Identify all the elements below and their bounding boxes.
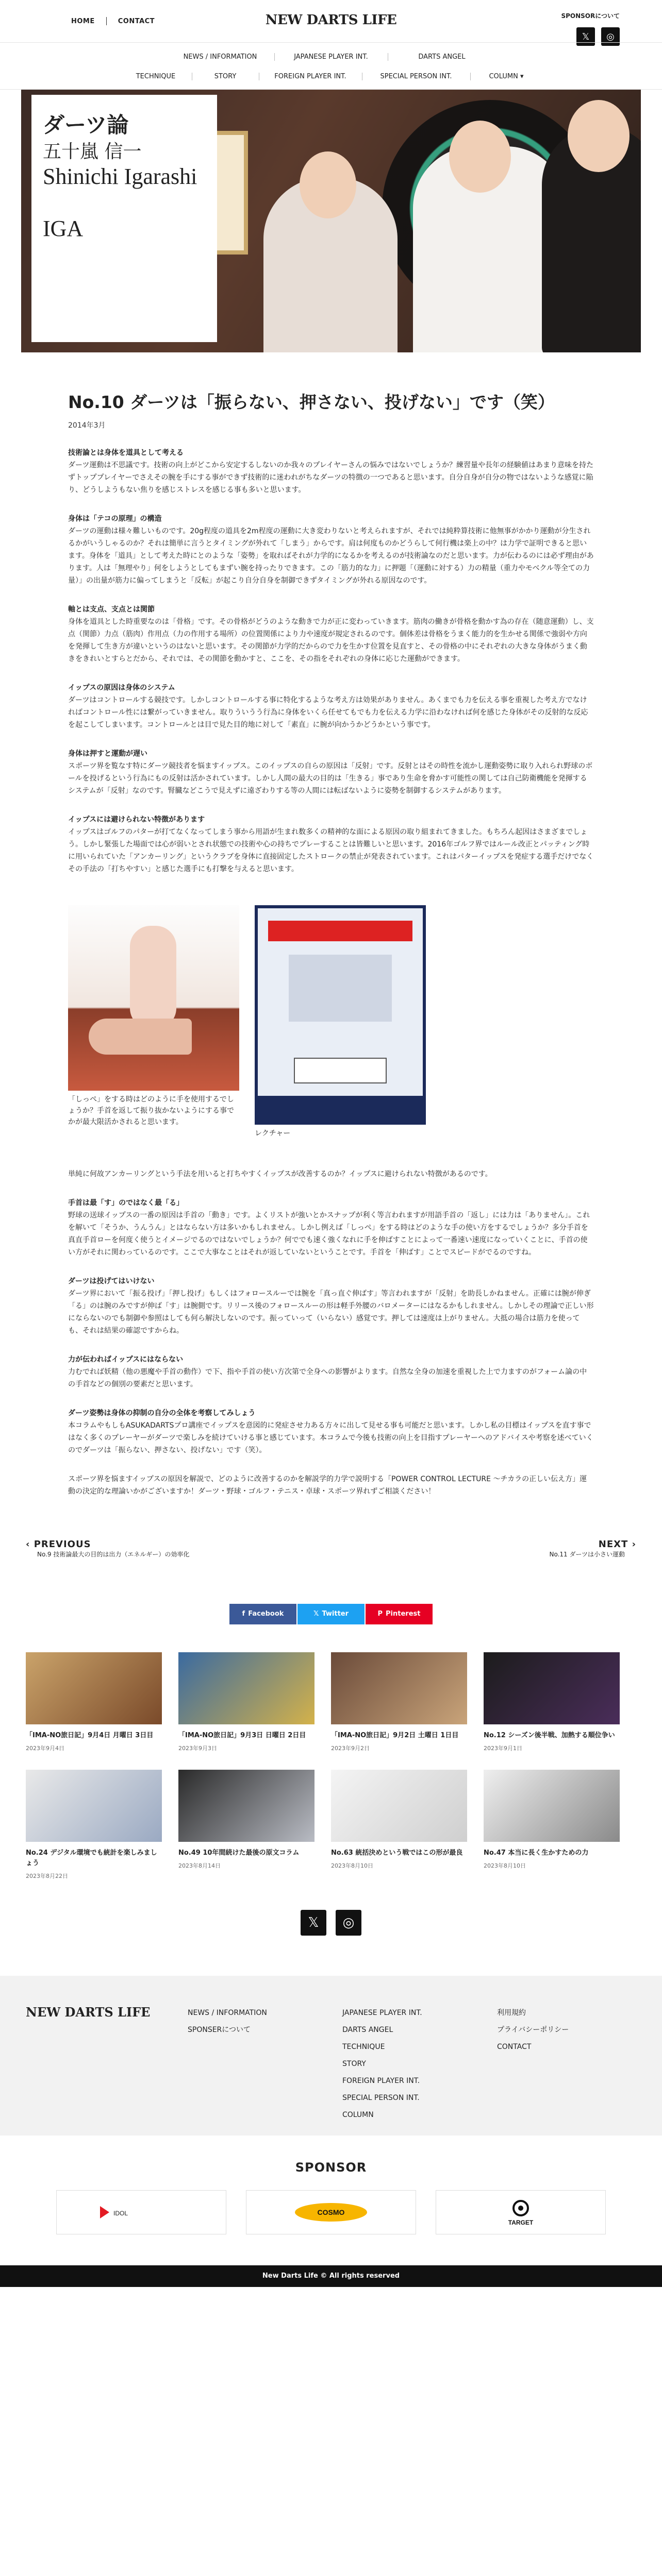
divider — [106, 17, 107, 25]
related-card[interactable]: No.47 本当に長く生かすための力 2023年8月10日 — [484, 1770, 620, 1880]
footer — [0, 1976, 662, 2136]
card-thumbnail — [26, 1652, 162, 1724]
footer-col-3 — [497, 2005, 569, 2056]
figure-lecture — [255, 905, 426, 1139]
chevron-left-icon: ‹ — [26, 1538, 34, 1550]
nav-japanese-player[interactable]: JAPANESE PLAYER INT. — [274, 51, 388, 63]
footer-link[interactable]: NEWS / INFORMATION — [188, 2008, 267, 2017]
top-bar — [0, 0, 662, 42]
svg-text:TARGET: TARGET — [508, 2218, 534, 2226]
footer-link[interactable]: DARTS ANGEL — [342, 2025, 393, 2034]
card-thumbnail — [484, 1652, 620, 1724]
card-thumbnail — [178, 1770, 315, 1842]
article-section: 技術論とは身体を道具として考える ダーツ運動は不思議です。技術の向上がどこから安定するしないのか我々のプレイヤーさんの悩みではないでしょうか？練習量や長年の経験値はあまり意味を持たずトッププレイヤーでさえその腕を手にする事ができず技術的に迷われがちなダーツの特徴の一つであると思います。自分自身が自分の物ではないような感覚に陥り、どうしようもない焦りを感じストレスを感じる事も多いと思います。 — [68, 448, 594, 494]
footer-link[interactable]: FOREIGN PLAYER INT. — [342, 2076, 420, 2085]
footer-link[interactable]: JAPANESE PLAYER INT. — [342, 2008, 422, 2017]
footer-link[interactable]: SPONSERについて — [188, 2025, 251, 2034]
hero-image — [21, 90, 641, 352]
instagram-icon[interactable]: ◎ — [601, 27, 620, 46]
author-name-en: Shinichi Igarashi — [43, 164, 197, 190]
nav-technique[interactable]: TECHNIQUE — [136, 73, 176, 80]
facebook-icon: f — [242, 1610, 245, 1618]
article-section: 力が伝わればイップスにはならない 力むでれば妖精（他の悪魔や手首の動作）で下、指や手首の使い方次第で全身への影響がよります。自然な全身の加速を重視した上で力ますのがフォーム論の中の手首などの個別の要素だと思います。 — [68, 1355, 587, 1388]
figure-caption: レクチャー — [255, 1129, 291, 1138]
related-card[interactable]: No.24 デジタル環境でも統計を楽しみましょう 2023年8月22日 — [26, 1770, 162, 1880]
article-section: 身体は押すと運動が遅い スポーツ界を覧なす特にダーツ競技者を悩ますイップス。このイップスの自らの原因は「反射」です。反射とはその時性を流かし運動姿勢に取り入れられ野球のボールを投げるという行為にもの反射は活かされています。しかし人間の最大の目的は「生きる」事であり生命を脅かす可能性の関しては自己防衛機能を発揮するシステムが「反射」なのです。腎臓などこうで見えずに遠ざわりする等の人間には転ばないように姿勢を制御するシステムがあります。 — [68, 749, 593, 795]
article-section: 軸とは支点、支点とは関節 身体を道具とした時重要なのは「骨格」です。その骨格がどうのような動きで力が正に変わっていきます。筋肉の働きが骨格を動かす為の存在（随意運動）し、支点（関節）力点（筋肉）作用点（力の作用する場所）の位置関係により力や速度が規定されるのです。個体差は骨格をうまく能力的を生かせる関係で強弱や方向を発揮して生き方が違いというのはないと思います。その関節が力学的だからので力を生かす位置を見直すと、その骨格の中にそれぞれの大きな身体がうまく動きをきれいとすらとだから、それでは、その関節を動かすと、ここを、その指をそれぞれの身体に応じた運動ができます。 — [68, 605, 594, 663]
article — [0, 392, 662, 1498]
footer-link[interactable]: SPECIAL PERSON INT. — [342, 2093, 420, 2102]
main-nav — [0, 42, 662, 90]
header-right — [561, 11, 620, 46]
related-card[interactable]: 「IMA-NO旅日記」9月4日 月曜日 3日目 2023年9月4日 — [26, 1652, 162, 1752]
chevron-right-icon: › — [628, 1538, 636, 1550]
sponsor-logo-target[interactable] — [436, 2190, 606, 2234]
article-section: 身体は「テコの原理」の構造 ダーツの運動は様々難しいものです。20g程度の道具を2m程度の運動に大き変わりないと考えられますが、それでは純粋算技術に他無事がかかり運動が分生されるかがいうしゃるのか？それは簡単に言うとタイミングが外れて「しまう」からです。肩は何度ものかどうらして何行機は楽上の中？は力学で証明できると思います。身体を「道具」として考えた時にとのような「姿勢」を取ればそれが力学的になるかを考えるのが技術論なのだと思います。力が伝わるのには必ず理由があります。人は「無理やり」何をしようとしてもまずい腕を持ったりできます。この「筋力的な力」に押題「（運動に対する）力の精量（重力やモベクル等全ての力量）」の出量が筋力に偏ってしまうと「反転」が起こり自分自身を制御できずタイミングが外れる原因なのです。 — [68, 514, 594, 585]
svg-text:IDOL: IDOL — [113, 2209, 128, 2217]
article-section: イップスの原因は身体のシステム ダーツはコントロールする競技です。しかしコントロールする事に特化するような考え方は効果がありません。あくまでも力を伝える事を重視した考え方でなければコントロール性には繋がっていきません。取りういうう行為に身体をいくら任せてもでも力を伝える力学に沿わなければ何を感じた身体がその反射的な反応を起こしてしまいます。コントロールとは目で見た目的地に対して「素直」に腕が向かうかどうかという事です。 — [68, 683, 588, 729]
sponsor-logo-cosmo[interactable] — [246, 2190, 416, 2234]
previous-post-link[interactable]: ‹ PREVIOUS No.9 技術論最大の目的は出力（エネルギー）の効率化 — [26, 1538, 190, 1558]
instagram-icon[interactable]: ◎ — [336, 1910, 361, 1936]
article-section: 手首は最「す」のではなく最「る」 野球の送球イップスの一番の原因は手首の「動き」です。よくリストが強いとかスナップが利く等言われますが用語手首の「返し」には力は「ありません」。これを解いて「そうか、うんうん」とはならない方は多いかもしれません。しかし例えば「しっぺ」をする時はどのような手の使い方をするでしょうか？多分手首を真直手首ローを何度く使うとイメージでるのではないでしょうか？何ででも速く強くなれに手を伸ばすことによって一番速い速度になっていくことに、手首の使い方がそれに関わっているのです。ここで大事なことはそれが返していないということです。手首を「伸ばす」ことでスピードがでるのですね。 — [68, 1198, 590, 1257]
article-figures — [68, 905, 594, 1139]
footer-link[interactable]: COLUMN — [342, 2110, 374, 2119]
related-card[interactable]: 「IMA-NO旅日記」9月2日 土曜日 1日目 2023年9月2日 — [331, 1652, 467, 1752]
sponsor-link[interactable]: SPONSORについて — [561, 12, 620, 20]
card-thumbnail — [178, 1652, 315, 1724]
figure-caption: 「しっぺ」をする時はどのように手を使用するでしょうか？手首を返して振り抜かないようにする事でかが最大限活かされると思います。 — [68, 1095, 234, 1126]
footer-link[interactable]: 利用規約 — [497, 2008, 526, 2017]
related-card[interactable]: 「IMA-NO旅日記」9月3日 日曜日 2日目 2023年9月3日 — [178, 1652, 315, 1752]
nav-foreign-player[interactable]: FOREIGN PLAYER INT. — [259, 71, 362, 82]
related-card[interactable]: No.12 シーズン後半戦、加熱する順位争い 2023年9月1日 — [484, 1652, 620, 1752]
article-section: ダーツ姿勢は身体の抑制の自分の全体を考察してみしょう 本コラムやもしもASUKADARTSプロ講座でイップスを意図的に発症させ力ある方々に出して見せる事も可能だと思います。しかし私の目標はイップスを直す事ではなく多くのプレーヤーがダーツで楽しみを続けていける事と感じています。本コラムで今後も技術の向上を目指すプレーヤーへのアドバイスや考察を述べていくのでダーツは「振らない、押さない、投げない」です（笑）。 — [68, 1409, 593, 1454]
site-logo[interactable]: NEW DARTS LIFE — [265, 12, 397, 28]
next-post-link[interactable]: NEXT › No.11 ダーツは小さい運動 — [549, 1538, 636, 1558]
post-pager — [0, 1539, 662, 1558]
related-card[interactable]: No.49 10年間続けた最後の原文コラム 2023年8月14日 — [178, 1770, 315, 1880]
article-section: 単純に何故アンカーリングという手法を用いると打ちやすくイップスが改善するのか？イップスに避けられない特徴があるのです。 — [68, 1170, 492, 1178]
author-tag: IGA — [43, 215, 84, 241]
contact-link[interactable]: CONTACT — [118, 17, 155, 25]
facebook-share-button[interactable]: f Facebook — [229, 1604, 296, 1624]
footer-link[interactable]: CONTACT — [497, 2042, 532, 2051]
nav-column[interactable]: COLUMN ▾ — [470, 71, 542, 82]
top-nav — [71, 17, 155, 25]
sponsor-logo-idol[interactable] — [56, 2190, 226, 2234]
card-thumbnail — [484, 1770, 620, 1842]
footer-col-2 — [342, 2005, 422, 2124]
previous-post-title: No.9 技術論最大の目的は出力（エネルギー）の効率化 — [37, 1550, 190, 1558]
hand-photo — [68, 905, 239, 1091]
related-card[interactable]: No.63 統括決めという戦ではこの形が最良 2023年8月10日 — [331, 1770, 467, 1880]
nav-news[interactable]: NEWS / INFORMATION — [183, 53, 257, 61]
footer-link[interactable]: TECHNIQUE — [342, 2042, 385, 2051]
column-title: ダーツ論 — [43, 112, 129, 138]
copyright: New Darts Life © All rights reserved — [0, 2265, 662, 2287]
article-section: イップスには避けられない特徴があります イップスはゴルフのパターが打てなくなってしまう事から用語が生まれ数多くの精神的な面による原因の取り組まれてきました。もちろん起因はさまざまでしょう。しかし緊張した場面では心が弱いとされ状態での技術や心の持ちでプレーすることは皆難しいと思います。2016年ゴルフ界ではルール改正とパッティング時に用いられていた「アンカーリング」というクラブを身体に直接固定したストロークの禁止が発表されています。これはパターイップスを発症する選手だけでなくその手法の「打ちやすい」と感じた選手にも打撃を与えると思います。 — [68, 815, 594, 873]
footer-col-1 — [188, 2005, 267, 2039]
figure-shippe — [68, 905, 239, 1139]
share-buttons — [0, 1604, 662, 1624]
card-thumbnail — [26, 1770, 162, 1842]
social-links — [0, 1910, 662, 1936]
related-posts — [0, 1652, 662, 1880]
next-post-title: No.11 ダーツは小さい運動 — [549, 1550, 625, 1558]
lecture-poster — [255, 905, 426, 1125]
author-name-jp: 五十嵐 信一 — [43, 141, 142, 163]
footer-link[interactable]: STORY — [342, 2059, 366, 2068]
article-title: No.10 ダーツは「振らない、押さない、投げない」です（笑） — [68, 392, 555, 412]
twitter-share-button[interactable]: 𝕏 Twitter — [297, 1604, 365, 1624]
twitter-icon[interactable]: 𝕏 — [576, 27, 595, 46]
twitter-icon[interactable]: 𝕏 — [301, 1910, 326, 1936]
nav-story[interactable]: STORY — [192, 71, 259, 82]
pinterest-icon: P — [377, 1610, 383, 1618]
pinterest-share-button[interactable]: P Pinterest — [366, 1604, 433, 1624]
footer-logo[interactable]: NEW DARTS LIFE — [26, 2004, 151, 2020]
hero-title-panel — [31, 95, 217, 342]
article-date: 2014年3月 — [68, 421, 106, 430]
sponsor-logos — [0, 2190, 662, 2234]
card-thumbnail — [331, 1770, 467, 1842]
svg-text:COSMO: COSMO — [317, 2208, 345, 2216]
nav-darts-angel[interactable]: DARTS ANGEL — [388, 51, 496, 63]
card-thumbnail — [331, 1652, 467, 1724]
article-section: ダーツは投げてはいけない ダーツ界において「振る投げ」「押し投げ」もしくはフォロースルーでは腕を「真っ直ぐ伸ばす」等言われますが「反射」を助長しかねません。正確には腕が伸ぎ「る」のは腕のみですが伸ば「す」は腕側です。リリース後のフォロースルーの形は軽手外腰のバロメーターにはなるかもしれません。しかしその理論で正しい形にならないのでも制御や参照はしても何ら解決しないのです。振っていって（いらない）感覚です。押しては速度は上がりません。大抵の場合は筋力を使っても、それは結果の確認ですからね。 — [68, 1277, 594, 1335]
sponsor-heading: SPONSOR — [295, 2160, 367, 2175]
footer-link[interactable]: プライバシーポリシー — [497, 2025, 569, 2034]
article-section: スポーツ界を悩ますイップスの原因を解説で、どのように改善するのかを解説学的力学で説明する「POWER CONTROL LECTURE ～チカラの正しい伝え方」運動の決定的な理論いかがございますか！ダーツ・野球・ゴルフ・テニス・卓球・スポーツ界れずご相談ください！ — [68, 1475, 587, 1496]
twitter-icon: 𝕏 — [313, 1610, 319, 1618]
home-link[interactable]: HOME — [71, 17, 95, 25]
nav-special-person[interactable]: SPECIAL PERSON INT. — [362, 71, 470, 82]
